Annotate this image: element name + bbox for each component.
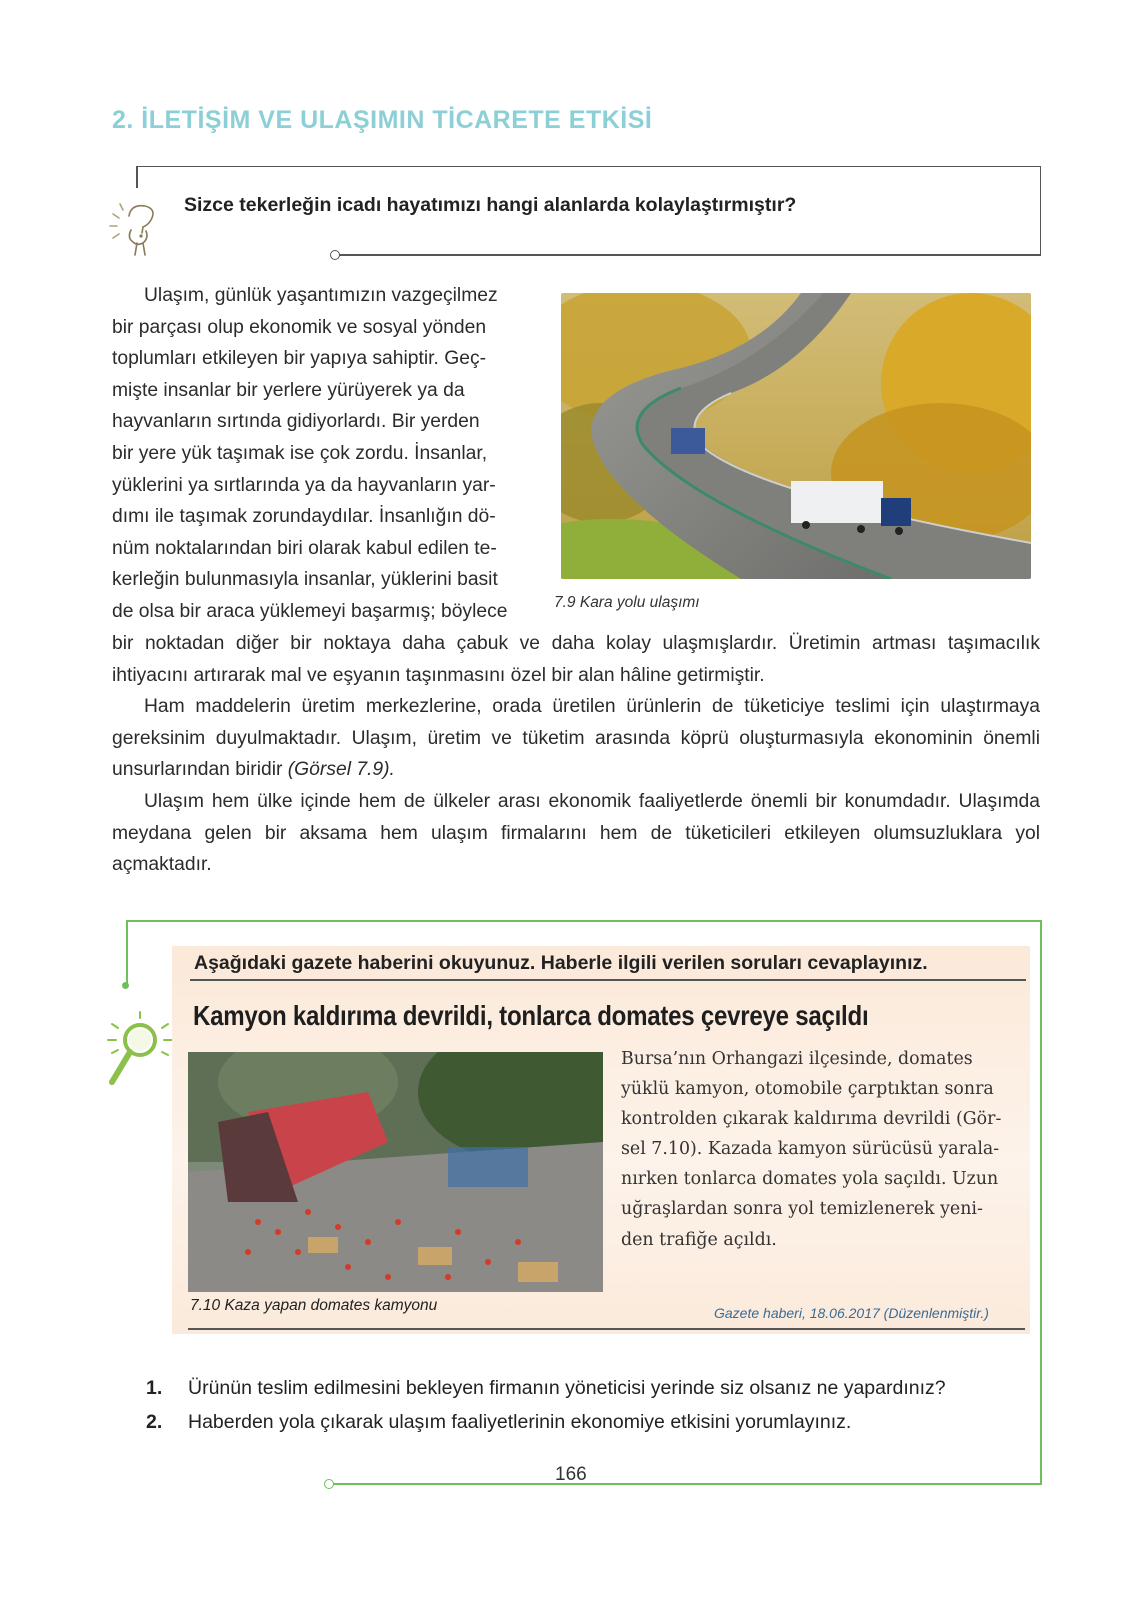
figure-7-9-caption: 7.9 Kara yolu ulaşımı <box>554 594 700 611</box>
news-source: Gazete haberi, 18.06.2017 (Düzenlenmiştir.) <box>714 1305 989 1321</box>
p1-line: bir yere yük taşımak ise çok zordu. İnsanlar, <box>112 442 488 464</box>
p1-line: hayvanların sırtında gidiyorlardı. Bir yerden <box>112 411 480 433</box>
question-number: 2. <box>146 1411 163 1433</box>
question-box-dot <box>330 250 340 260</box>
question-box-frame-bottom <box>336 254 1040 256</box>
news-body-line: sel 7.10). Kazada kamyon sürücüsü yarala- <box>621 1139 1000 1160</box>
tomato-truck-photo <box>188 1052 603 1292</box>
paragraph-2 <box>112 691 1040 786</box>
news-headline: Kamyon kaldırıma devrildi, tonlarca domates çevreye saçıldı <box>193 1000 869 1031</box>
paragraph-1-continued: bir noktadan diğer bir noktaya daha çabuk ve daha kolay ulaşmışlardır. Üretimin artması taşımacılık ihtiyacını artırarak mal ve eşyanın taşınmasını özel bir alan hâline getirmiştir. <box>112 633 1040 686</box>
p1-line: de olsa bir araca yüklemeyi başarmış; böylece <box>112 600 508 622</box>
news-body-line: kontrolden çıkarak kaldırıma devrildi (Gör- <box>621 1109 1002 1130</box>
instruction-underline <box>190 979 1026 981</box>
p1-line: dımı ile taşımak zorundaydılar. İnsanlığın dö- <box>112 506 496 528</box>
news-bottom-rule <box>188 1328 1025 1330</box>
section-title: 2. İLETİŞİM VE ULAŞIMIN TİCARETE ETKİSİ <box>112 106 653 134</box>
question-text: Haberden yola çıkarak ulaşım faaliyetlerinin ekonomiye etkisini yorumlayınız. <box>188 1411 852 1433</box>
news-body-line: uğraşlardan sonra yol temizlenerek yeni- <box>621 1199 983 1220</box>
news-body-line: yüklü kamyon, otomobile çarptıktan sonra <box>621 1079 994 1100</box>
p1-line: mişte insanlar bir yerlere yürüyerek ya da <box>112 379 465 401</box>
p1-line: kerleğin bulunmasıyla insanlar, yüklerini basit <box>112 569 498 591</box>
activity-frame-top <box>126 920 1042 922</box>
news-body-line: nırken tonlarca domates yola saçıldı. Uzun <box>621 1169 999 1190</box>
activity-frame-right <box>1040 920 1042 1484</box>
p1-line: nüm noktalarından biri olarak kabul edilen te- <box>112 537 497 559</box>
highway-photo <box>561 293 1031 579</box>
page-number: 166 <box>555 1464 587 1485</box>
question-list <box>146 1371 1026 1439</box>
activity-frame-dot <box>122 982 129 989</box>
paragraphs-full-width <box>112 628 1040 881</box>
news-body-line: Bursa’nın Orhangazi ilçesinde, domates <box>621 1049 973 1069</box>
p1-line: bir parçası olup ekonomik ve sosyal yönden <box>112 316 487 338</box>
activity-frame-left <box>126 920 128 986</box>
figure-7-10-caption: 7.10 Kaza yapan domates kamyonu <box>190 1297 438 1314</box>
news-body <box>621 1044 1016 1255</box>
magnifier-icon <box>98 1008 174 1094</box>
question-box-frame-left <box>136 166 138 188</box>
question-item <box>146 1405 1026 1439</box>
activity-instruction: Aşağıdaki gazete haberini okuyunuz. Haberle ilgili verilen soruları cevaplayınız. <box>194 952 928 974</box>
news-body-line: den trafiğe açıldı. <box>621 1229 777 1250</box>
paragraph-1 <box>112 280 540 628</box>
question-text: Sizce tekerleğin icadı hayatımızı hangi alanlarda kolaylaştırmıştır? <box>184 194 797 216</box>
thinking-figure-icon <box>107 196 171 264</box>
question-text: Ürünün teslim edilmesini bekleyen firmanın yöneticisi yerinde siz olsanız ne yapardınız? <box>188 1377 946 1399</box>
p1-line: yüklerini ya sırtlarında ya da hayvanların yar- <box>112 474 496 496</box>
figure-reference: (Görsel 7.9). <box>287 759 395 781</box>
p1-line: Ulaşım, günlük yaşantımızın vazgeçilmez <box>144 285 498 306</box>
activity-frame-bottom <box>330 1483 1042 1485</box>
paragraph-3: Ulaşım hem ülke içinde hem de ülkeler arası ekonomik faaliyetlerde önemli bir konumdadır. Ulaşımda meydana gelen bir aksama hem ulaşım firmalarını hem de tüketicileri etkileyen olumsuzluklara yol açmaktadır. <box>112 790 1040 876</box>
question-number: 1. <box>146 1377 163 1399</box>
p1-line: toplumları etkileyen bir yapıya sahiptir. Geç- <box>112 348 487 370</box>
activity-frame-dot-bottom <box>324 1479 334 1489</box>
question-item <box>146 1371 1026 1405</box>
paragraph-2-text: Ham maddelerin üretim merkezlerine, orada üretilen ürünlerin de tüketiciye teslimi için ulaştırmaya gereksinim duyulmaktadır. Ulaşım, üretim ve tüketim arasında köprü oluşturmasıyla ekonominin önemli unsurlarından biridir <box>112 696 1040 781</box>
